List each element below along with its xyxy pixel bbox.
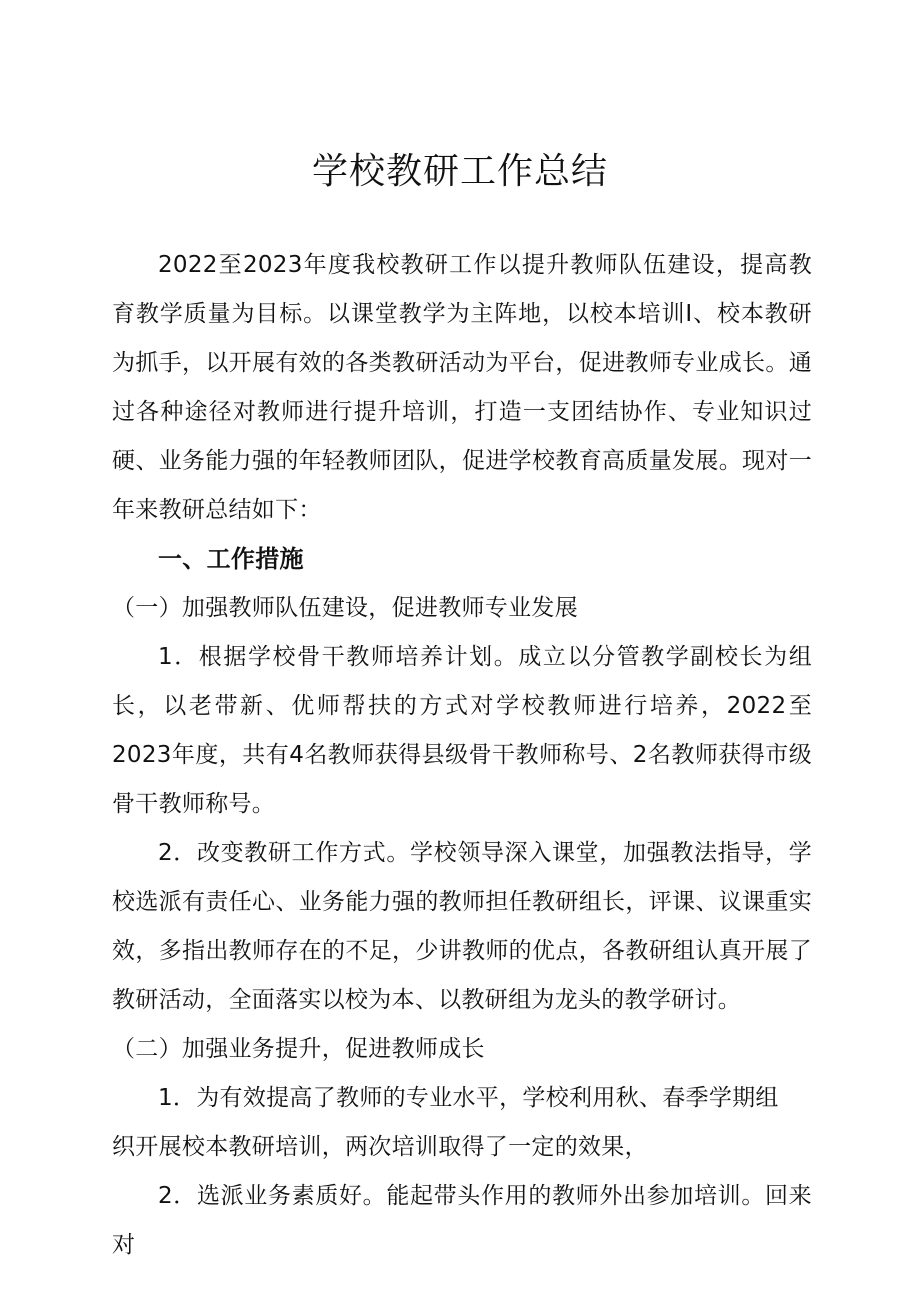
section-heading-work-measures: 一、工作措施: [158, 545, 304, 573]
list-item-research-method: 2．改变教研工作方式。学校领导深入课堂，加强教法指导，学校选派有责任心、业务能力强的教师担任教研组长，评课、议课重实效，多指出教师存在的不足，少讲教师的优点，各教研组认真开展了教研活动，全面落实以校为本、以教研组为龙头的教学研讨。: [112, 840, 812, 1013]
list-item-backbone-teachers: 1．根据学校骨干教师培养计划。成立以分管教学副校长为组长，以老带新、优师帮扶的方式对学校教师进行培养，2022至2023年度，共有4名教师获得县级骨干教师称号、2名教师获得市级骨干教师称号。: [112, 644, 812, 817]
list-item-training-line1: 1．为有效提高了教师的专业水平，学校利用秋、春季学期组: [158, 1085, 779, 1111]
list-item-external-training: 2．选派业务素质好。能起带头作用的教师外出参加培训。回来对: [112, 1183, 812, 1258]
intro-paragraph: 2022至2023年度我校教研工作以提升教师队伍建设，提高教育教学质量为目标。以课堂教学为主阵地，以校本培训I、校本教研为抓手，以开展有效的各类教研活动为平台，促进教师专业成长。通过各种途径对教师进行提升培训，打造一支团结协作、专业知识过硬、业务能力强的年轻教师团队，促进学校教育高质量发展。现对一年来教研总结如下：: [112, 252, 812, 523]
document-body: [112, 241, 812, 1270]
subsection-heading-business-improvement: （二）加强业务提升，促进教师成长: [112, 1036, 485, 1062]
list-item-training-line2: 织开展校本教研培训，两次培训取得了一定的效果，: [112, 1134, 648, 1160]
document-title: 学校教研工作总结: [311, 151, 608, 192]
subsection-heading-teacher-team: （一）加强教师队伍建设，促进教师专业发展: [112, 595, 578, 621]
